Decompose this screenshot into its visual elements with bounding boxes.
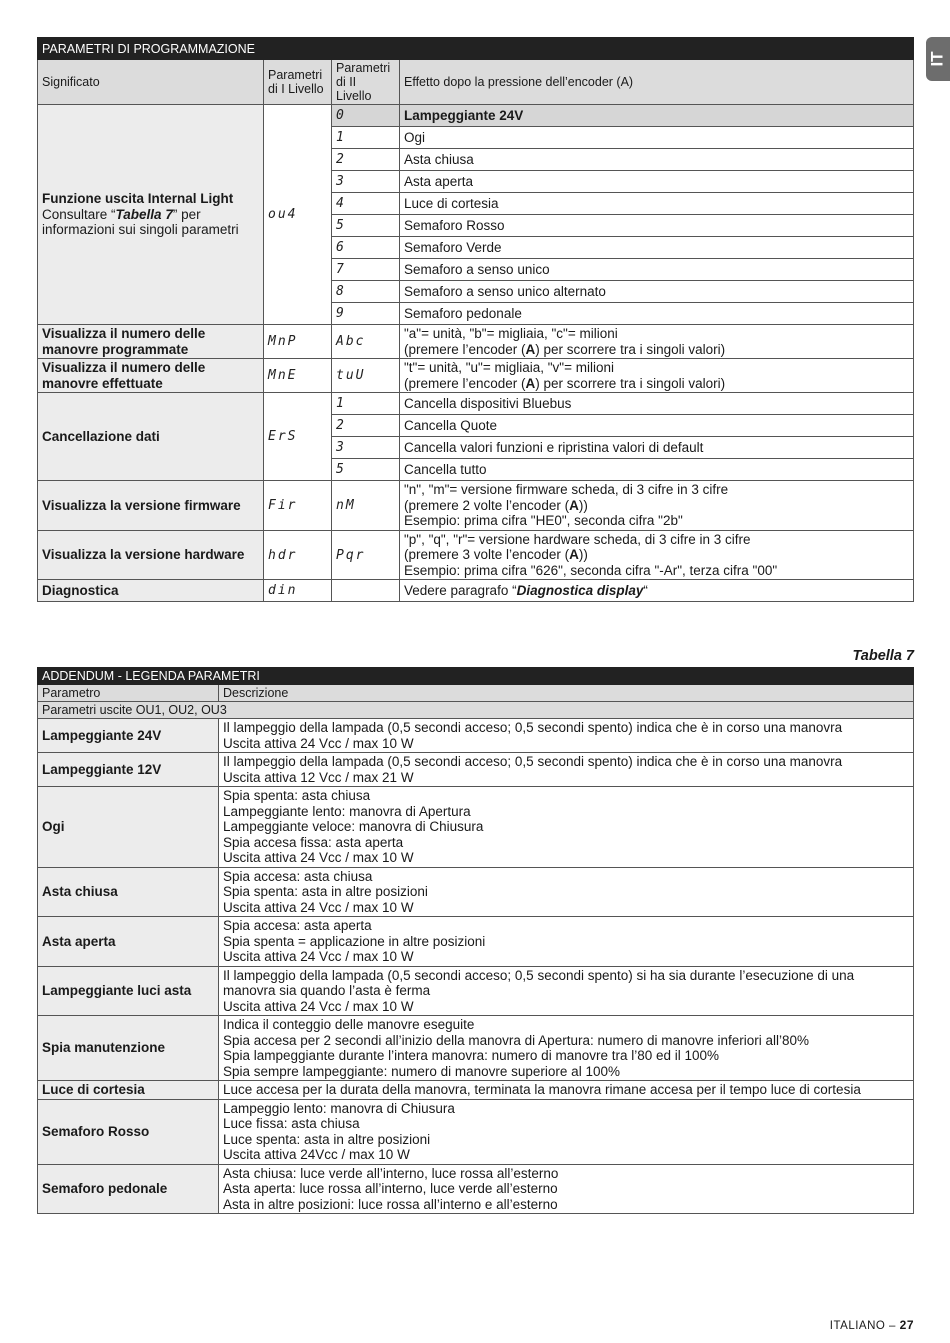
description-line: Uscita attiva 24 Vcc / max 10 W <box>223 899 414 915</box>
level2-value: Pqr <box>332 530 400 580</box>
effect-text: Semaforo Verde <box>400 237 914 259</box>
description-line: Luce fissa: asta chiusa <box>223 1116 360 1131</box>
effect-text: Lampeggiante 24V <box>400 105 914 127</box>
effect-text: Semaforo a senso unico alternato <box>400 281 914 303</box>
level2-value: tuU <box>332 359 400 393</box>
param-name: Lampeggiante luci asta <box>38 966 219 1016</box>
level2-value: 2 <box>332 149 400 171</box>
effect-text: Semaforo Rosso <box>400 215 914 237</box>
description-line: Il lampeggio della lampada (0,5 secondi acceso; 0,5 secondi spento) si ha sia durante l’esecuzione di una manovra sia quando l’asta è ferma <box>223 967 855 998</box>
table-reference: Tabella 7 <box>115 206 173 222</box>
effect-text: Semaforo a senso unico <box>400 259 914 281</box>
param-description <box>219 719 914 753</box>
level1-code: din <box>264 580 332 602</box>
description-line: Spia sempre lampeggiante: numero di manovre superiore al 100% <box>223 1063 620 1079</box>
param-description <box>219 753 914 787</box>
level2-value: 1 <box>332 393 400 415</box>
description-line: Spia spenta = applicazione in altre posizioni <box>223 933 486 949</box>
level1-code: ou4 <box>264 105 332 325</box>
description-line: Asta in altre posizioni: luce rossa all’interno e all’esterno <box>223 1196 558 1212</box>
effect-text: Semaforo pedonale <box>400 303 914 325</box>
description-line: Asta aperta: luce rossa all’interno, luce verde all’esterno <box>223 1181 558 1196</box>
table-row <box>38 1016 914 1081</box>
table-title: PARAMETRI DI PROGRAMMAZIONE <box>38 38 914 60</box>
level1-code: MnP <box>264 325 332 359</box>
param-description <box>219 966 914 1016</box>
table-row <box>38 867 914 917</box>
param-name: Lampeggiante 24V <box>38 719 219 753</box>
param-name: Luce di cortesia <box>38 1081 219 1100</box>
header-significato: Significato <box>38 60 264 105</box>
level1-code: MnE <box>264 359 332 393</box>
effect-text: "t"= unità, "u"= migliaia, "v"= milioni (premere l’encoder (A) per scorrere tra i singoli valori) <box>400 359 914 393</box>
level2-value: 2 <box>332 415 400 437</box>
description-line: Spia lampeggiante durante l’intera manovra: numero di manovre tra l’80 ed il 100% <box>223 1048 720 1063</box>
effect-text: Cancella valori funzioni e ripristina valori di default <box>400 437 914 459</box>
effect-text: Asta aperta <box>400 171 914 193</box>
param-cancellazione-dati: Cancellazione dati <box>38 393 264 481</box>
effect-text: Cancella Quote <box>400 415 914 437</box>
param-manovre-effettuate: Visualizza il numero delle manovre effettuate <box>38 359 264 393</box>
header-descrizione: Descrizione <box>219 685 914 702</box>
param-name: Semaforo Rosso <box>38 1099 219 1164</box>
param-name: Asta aperta <box>38 917 219 967</box>
description-line: Spia spenta: asta chiusa <box>223 788 371 803</box>
description-line: Spia accesa per 2 secondi all’inizio della manovra di Apertura: numero di manovre inferiori all’80% <box>223 1032 810 1048</box>
param-description <box>219 1099 914 1164</box>
table-header-row <box>38 60 914 105</box>
level2-value: 9 <box>332 303 400 325</box>
level2-value: 5 <box>332 459 400 481</box>
level2-value: 0 <box>332 105 400 127</box>
param-firmware: Visualizza la versione firmware <box>38 481 264 531</box>
description-line: Spia accesa: asta aperta <box>223 918 372 933</box>
effect-text: Luce di cortesia <box>400 193 914 215</box>
description-line: Indica il conteggio delle manovre eseguite <box>223 1017 475 1032</box>
description-line: Lampeggio lento: manovra di Chiusura <box>223 1100 455 1116</box>
effect-text: Vedere paragrafo “Diagnostica display“ <box>400 580 914 602</box>
header-parametro: Parametro <box>38 685 219 702</box>
description-line: Uscita attiva 24 Vcc / max 10 W <box>223 949 414 964</box>
param-description <box>219 867 914 917</box>
table-row <box>38 1164 914 1214</box>
description-line: Spia spenta: asta in altre posizioni <box>223 884 428 899</box>
description-line: Spia accesa fissa: asta aperta <box>223 834 404 850</box>
description-line: Luce accesa per la durata della manovra, terminata la manovra rimane accesa per il tempo luce di cortesia <box>223 1082 861 1097</box>
header-effetto: Effetto dopo la pressione dell’encoder (A) <box>400 60 914 105</box>
table-row <box>38 580 914 602</box>
effect-text: Cancella tutto <box>400 459 914 481</box>
param-manovre-programmate: Visualizza il numero delle manovre programmate <box>38 325 264 359</box>
effect-text: Ogi <box>400 127 914 149</box>
table-row <box>38 393 914 415</box>
table-row <box>38 359 914 393</box>
level2-value: 7 <box>332 259 400 281</box>
level2-value: nM <box>332 481 400 531</box>
page-footer <box>830 1318 914 1332</box>
level1-code: ErS <box>264 393 332 481</box>
table-row <box>38 530 914 580</box>
description-line: Uscita attiva 24 Vcc / max 10 W <box>223 998 414 1014</box>
effect-text: "n", "m"= versione firmware scheda, di 3 cifre in 3 cifre (premere 2 volte l’encoder (A)) Esempio: prima cifra "HE0", seconda cifra "2b" <box>400 481 914 531</box>
level2-value: 8 <box>332 281 400 303</box>
description-line: Luce spenta: asta in altre posizioni <box>223 1131 431 1147</box>
param-name: Asta chiusa <box>38 867 219 917</box>
level2-value <box>332 580 400 602</box>
description-line: Spia accesa: asta chiusa <box>223 868 373 884</box>
language-tab-label: IT <box>927 51 947 67</box>
table-row <box>38 105 914 127</box>
addendum-table <box>37 667 914 1214</box>
footer-language: ITALIANO – <box>829 1320 900 1332</box>
table-row <box>38 917 914 967</box>
param-name: Spia manutenzione <box>38 1016 219 1081</box>
level1-code: Fir <box>264 481 332 531</box>
table-row <box>38 966 914 1016</box>
description-line: Uscita attiva 24 Vcc / max 10 W <box>223 735 414 751</box>
table-row <box>38 719 914 753</box>
level2-value: 1 <box>332 127 400 149</box>
param-description <box>219 1164 914 1214</box>
level2-value: 3 <box>332 437 400 459</box>
param-title: Funzione uscita Internal Light <box>42 191 234 207</box>
description-line: Uscita attiva 12 Vcc / max 21 W <box>223 769 414 785</box>
level2-value: 6 <box>332 237 400 259</box>
tabella7-label: Tabella 7 <box>852 648 914 664</box>
table-title: ADDENDUM - LEGENDA PARAMETRI <box>38 668 914 685</box>
description-line: Lampeggiante lento: manovra di Apertura <box>223 803 471 819</box>
param-desc: Consultare “Tabella 7” per informazioni sui singoli parametri <box>42 206 239 238</box>
effect-text: "a"= unità, "b"= migliaia, "c"= milioni (premere l’encoder (A) per scorrere tra i singoli valori) <box>400 325 914 359</box>
description-line: Il lampeggio della lampada (0,5 secondi acceso; 0,5 secondi spento) indica che è in corso una manovra <box>223 754 843 769</box>
param-name: Ogi <box>38 787 219 868</box>
param-description <box>219 1016 914 1081</box>
level2-value: 5 <box>332 215 400 237</box>
page-number: 27 <box>899 1318 914 1332</box>
effect-text: "p", "q", "r"= versione hardware scheda, di 3 cifre in 3 cifre (premere 3 volte l’encoder (A)) Esempio: prima cifra "626", seconda cifra "-Ar", terza cifra "00" <box>400 530 914 580</box>
table-row <box>38 1099 914 1164</box>
param-description <box>219 1081 914 1100</box>
param-diagnostica: Diagnostica <box>38 580 264 602</box>
param-hardware: Visualizza la versione hardware <box>38 530 264 580</box>
level1-code: hdr <box>264 530 332 580</box>
description-line: Asta chiusa: luce verde all’interno, luce rossa all’esterno <box>223 1165 559 1181</box>
table-row <box>38 481 914 531</box>
table-row <box>38 787 914 868</box>
table-row <box>38 325 914 359</box>
description-line: Uscita attiva 24Vcc / max 10 W <box>223 1147 410 1162</box>
level2-value: Abc <box>332 325 400 359</box>
description-line: Uscita attiva 24 Vcc / max 10 W <box>223 850 414 865</box>
param-name: Lampeggiante 12V <box>38 753 219 787</box>
param-description <box>219 917 914 967</box>
table-subheader: Parametri uscite OU1, OU2, OU3 <box>38 702 914 719</box>
description-line: Il lampeggio della lampada (0,5 secondi acceso; 0,5 secondi spento) indica che è in corso una manovra <box>223 720 843 735</box>
header-livello1: Parametri di I Livello <box>264 60 332 105</box>
table-row <box>38 753 914 787</box>
effect-text: Asta chiusa <box>400 149 914 171</box>
level2-value: 3 <box>332 171 400 193</box>
table-header-row <box>38 685 914 702</box>
effect-text: Cancella dispositivi Bluebus <box>400 393 914 415</box>
header-livello2: Parametri di II Livello <box>332 60 400 105</box>
level2-value: 4 <box>332 193 400 215</box>
description-line: Lampeggiante veloce: manovra di Chiusura <box>223 819 484 834</box>
table-row <box>38 1081 914 1100</box>
param-name: Semaforo pedonale <box>38 1164 219 1214</box>
programming-parameters-table <box>37 37 914 602</box>
language-tab <box>926 37 950 81</box>
param-internal-light <box>38 105 264 325</box>
param-description <box>219 787 914 868</box>
